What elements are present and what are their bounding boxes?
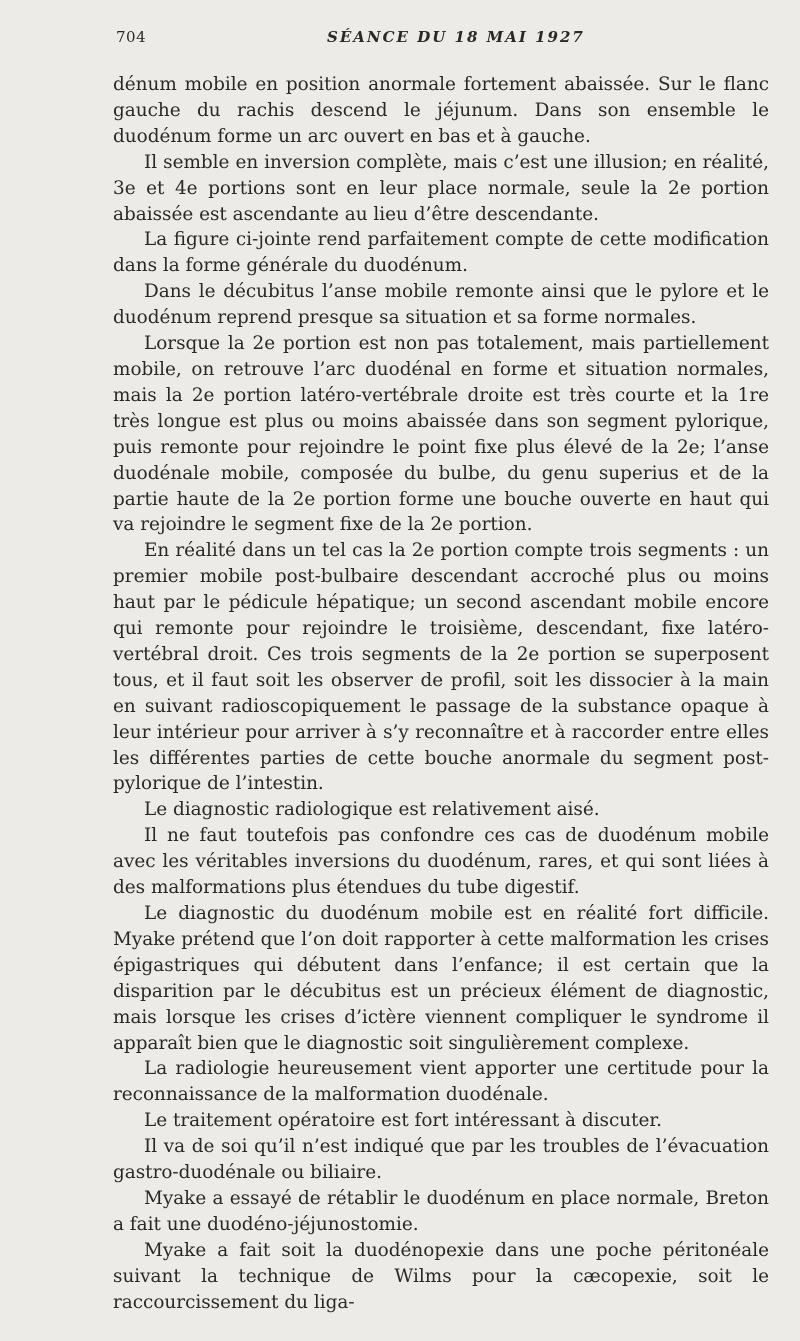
paragraph: Le diagnostic radiologique est relativement aisé.: [144, 799, 600, 821]
paragraph: Le diagnostic du duodénum mobile est en réalité fort difficile. Myake prétend que l’on doit rapporter à cette malformation les crises épigastriques qui débutent dans l’enfance; il est certain que la disparition par le décubitus est un précieux élément de diagnostic, mais lorsque les crises d’ictère viennent compliquer le syndrome il apparaît bien que le diagnostic soit singulièrement complexe.: [113, 903, 769, 1054]
paragraph: Il ne faut toutefois pas confondre ces cas de duodénum mobile avec les véritables inversions du duodénum, rares, et qui sont liées à des malformations plus étendues du tube digestif.: [113, 825, 769, 899]
paragraph: Dans le décubitus l’anse mobile remonte ainsi que le pylore et le duodénum reprend presque sa situation et sa forme normales.: [113, 281, 769, 329]
paragraph: dénum mobile en position anormale fortement abaissée. Sur le flanc gauche du rachis descend le jéjunum. Dans son ensemble le duodénum forme un arc ouvert en bas et à gauche.: [113, 74, 769, 147]
paragraph: Myake a fait soit la duodénopexie dans une poche péritonéale suivant la technique de Wilms pour la cæcopexie, soit le raccourcissement du liga-: [113, 1239, 769, 1313]
paragraph: Le traitement opératoire est fort intéressant à discuter.: [144, 1110, 662, 1132]
body-text: [113, 72, 769, 1316]
page-header: [116, 28, 770, 52]
running-title: SÉANCE DU 18 MAI 1927: [327, 28, 585, 46]
paragraph: Il semble en inversion complète, mais c’est une illusion; en réalité, 3e et 4e portions sont en leur place normale, seule la 2e portion abaissée est ascendante au lieu d’être descendante.: [113, 151, 769, 225]
paragraph: En réalité dans un tel cas la 2e portion compte trois segments : un premier mobile post-bulbaire descendant accroché plus ou moins haut par le pédicule hépatique; un second ascendant mobile encore qui remonte pour rejoindre le troisième, descendant, fixe latéro-vertébral droit. Ces trois segments de la 2e portion se superposent tous, et il faut soit les observer de profil, soit les dissocier à la main en suivant radioscopiquement le passage de la substance opaque à leur intérieur pour arriver à s’y reconnaître et à raccorder entre elles les différentes parties de cette bouche anormale du segment post-pylorique de l’intestin.: [113, 540, 769, 795]
page-number: 704: [116, 28, 147, 46]
paragraph: Lorsque la 2e portion est non pas totalement, mais partiellement mobile, on retrouve l’arc duodénal en forme et situation normales, mais la 2e portion latéro-vertébrale droite est très courte et la 1re très longue est plus ou moins abaissée dans son segment pylorique, puis remonte pour rejoindre le point fixe plus élevé de la 2e; l’anse duodénale mobile, composée du bulbe, du genu superius et de la partie haute de la 2e portion forme une bouche ouverte en haut qui va rejoindre le segment fixe de la 2e portion.: [113, 333, 769, 536]
paragraph: Il va de soi qu’il n’est indiqué que par les troubles de l’évacuation gastro-duodénale ou biliaire.: [113, 1136, 769, 1184]
paragraph: La radiologie heureusement vient apporter une certitude pour la reconnaissance de la malformation duodénale.: [113, 1058, 769, 1106]
paragraph: La figure ci-jointe rend parfaitement compte de cette modification dans la forme générale du duodénum.: [113, 229, 769, 277]
paragraph: Myake a essayé de rétablir le duodénum en place normale, Breton a fait une duodéno-jéjunostomie.: [113, 1187, 769, 1235]
